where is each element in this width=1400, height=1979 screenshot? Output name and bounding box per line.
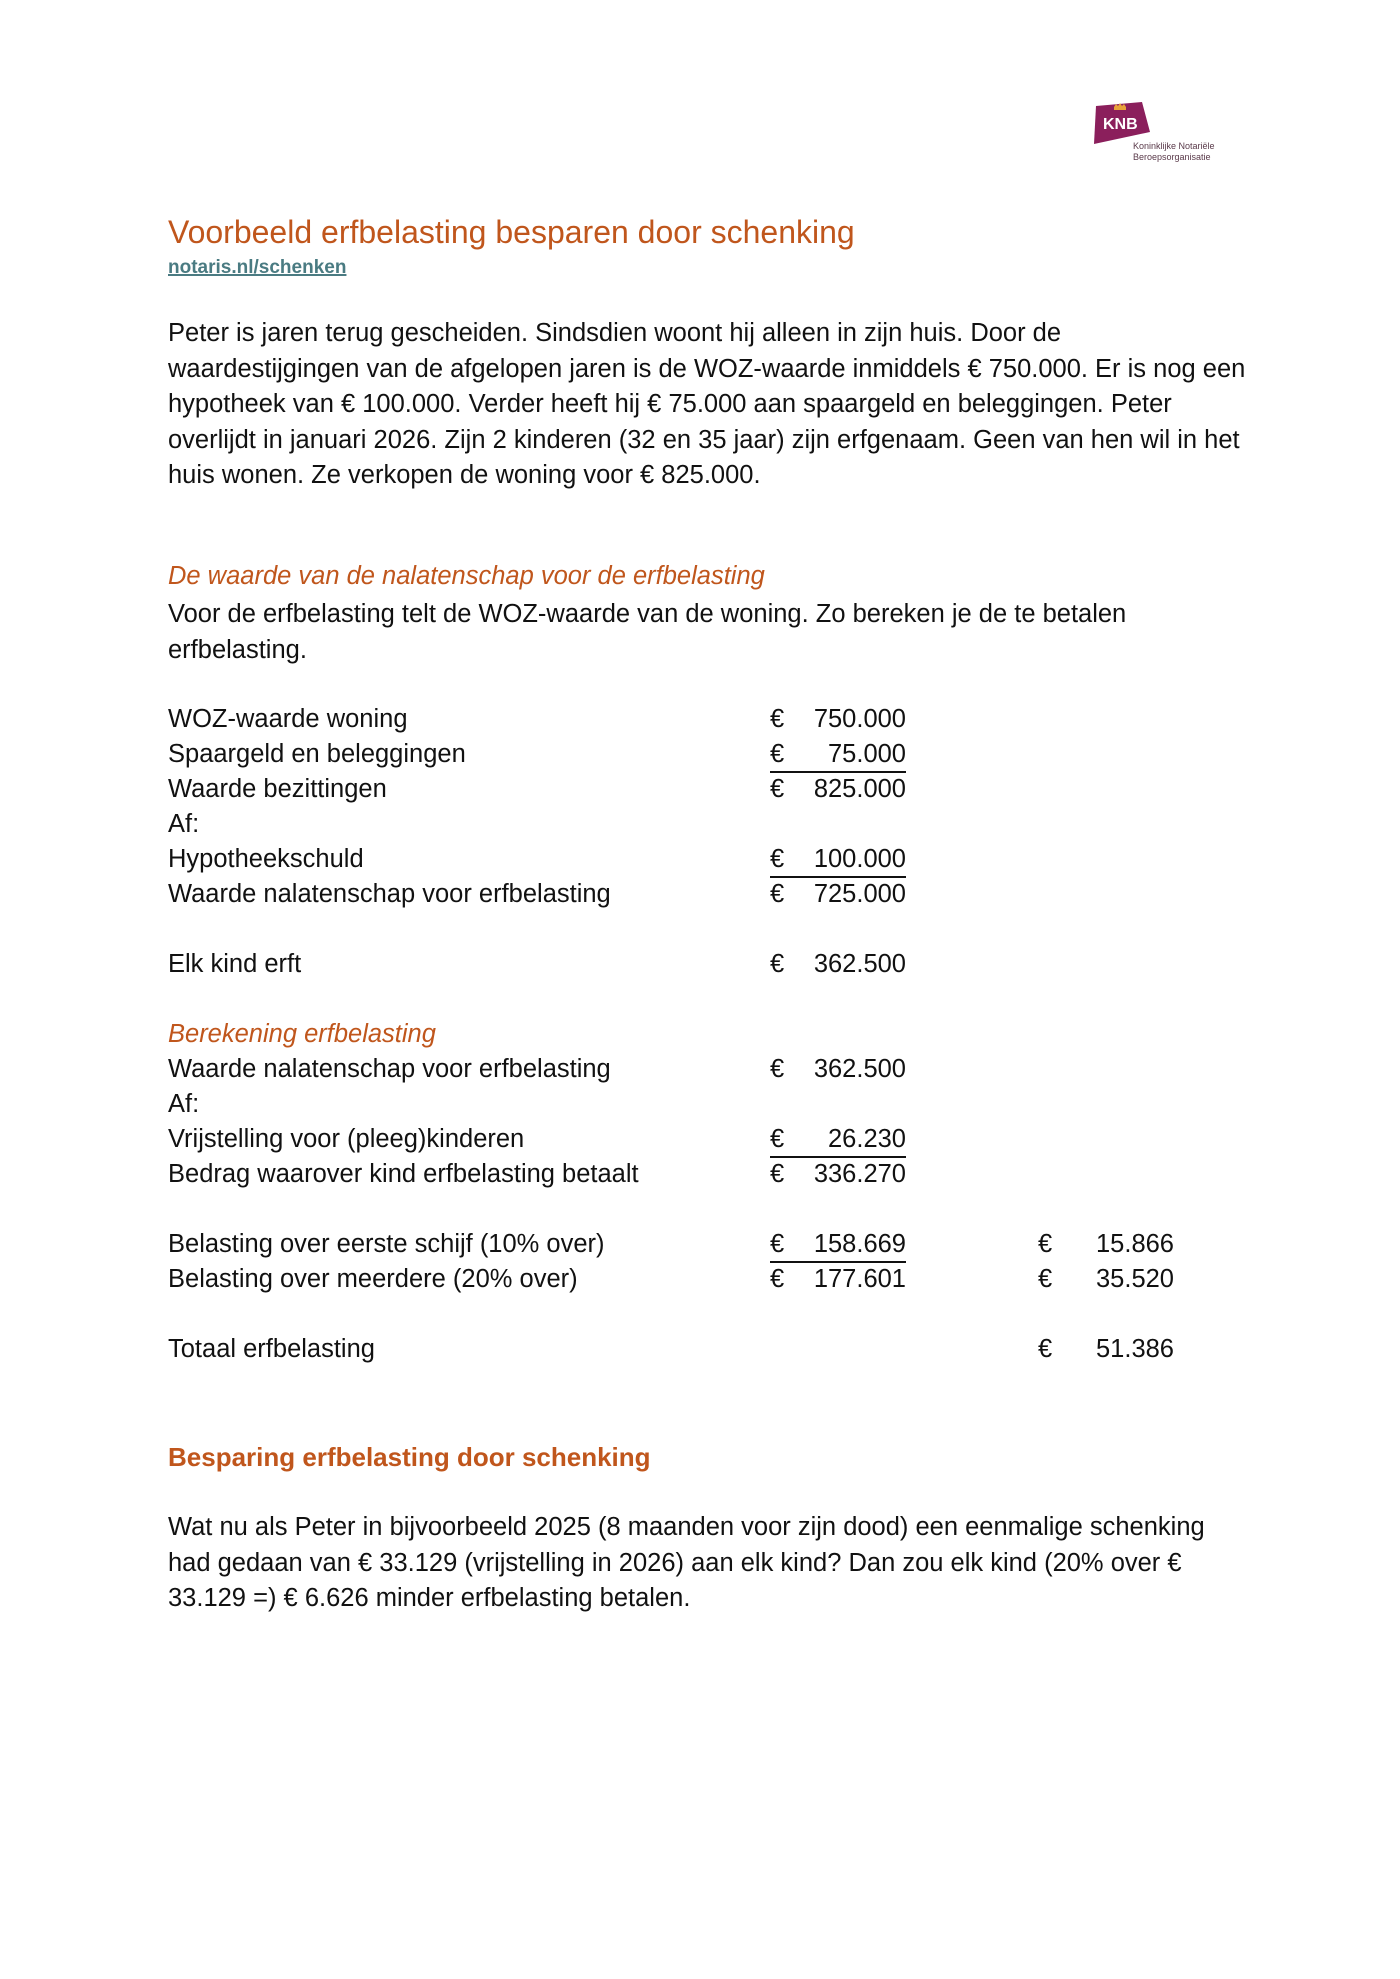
- table-row: Belasting over meerdere (20% over) € 177.601 € 35.520: [168, 1265, 1174, 1293]
- section3-text: Wat nu als Peter in bijvoorbeeld 2025 (8 maanden voor zijn dood) een eenmalige schenking had gedaan van € 33.129 (vrijstelling in 2026) aan elk kind? Dan zou elk kind (20% over € 33.129 =) € 6.626 minder erfbelasting betalen.: [168, 1513, 1205, 1612]
- knb-logo-mark-icon: [1094, 102, 1150, 144]
- logo-org-line2: Beroepsorganisatie: [1133, 152, 1211, 162]
- logo-org-line1: Koninklijke Notariële: [1133, 141, 1215, 151]
- table-row: Hypotheekschuld € 100.000: [168, 845, 1208, 880]
- section-heading-berekening: Berekening erfbelasting: [168, 1020, 436, 1048]
- intro-paragraph: Peter is jaren terug gescheiden. Sindsdien woont hij alleen in zijn huis. Door de waardestijgingen van de afgelopen jaren is de WOZ-waarde inmiddels € 750.000. Er is nog een hypotheek van € 100.000. Verder heeft hij € 75.000 aan spaargeld en beleggingen. Peter overlijdt in januari 2026. Zijn 2 kinderen (32 en 35 jaar) zijn erfgenaam. Geen van hen wil in het huis wonen. Ze verkopen de woning voor € 825.000.: [168, 319, 1246, 489]
- table-row-total: Totaal erfbelasting € 51.386: [168, 1335, 1174, 1363]
- table-row: Belasting over eerste schijf (10% over) € 158.669 € 15.866: [168, 1230, 1208, 1265]
- table-row: Waarde nalatenschap voor erfbelasting € 725.000: [168, 880, 906, 908]
- table-row: WOZ-waarde woning € 750.000: [168, 705, 906, 733]
- table-row: Bedrag waarover kind erfbelasting betaalt € 336.270: [168, 1160, 906, 1188]
- table-row: Waarde bezittingen € 825.000: [168, 775, 906, 803]
- section-heading-besparing: Besparing erfbelasting door schenking: [168, 1442, 651, 1472]
- section-heading-nalatenschap: De waarde van de nalatenschap voor de erfbelasting: [168, 562, 765, 590]
- table-row: Af:: [168, 1090, 200, 1118]
- table-row: Waarde nalatenschap voor erfbelasting € 362.500: [168, 1055, 906, 1083]
- table-row: Elk kind erft € 362.500: [168, 950, 906, 978]
- page-title: Voorbeeld erfbelasting besparen door schenking: [168, 214, 855, 250]
- table-row: Af:: [168, 810, 200, 838]
- notaris-link[interactable]: notaris.nl/schenken: [168, 257, 347, 278]
- table-row: Spaargeld en beleggingen € 75.000: [168, 740, 1208, 775]
- svg-text:KNB: KNB: [1103, 116, 1138, 133]
- section1-text: Voor de erfbelasting telt de WOZ-waarde van de woning. Zo bereken je de te betalen erfbelasting.: [168, 600, 1127, 664]
- table-row: Vrijstelling voor (pleeg)kinderen € 26.230: [168, 1125, 1208, 1160]
- knb-logo: [1094, 100, 1234, 170]
